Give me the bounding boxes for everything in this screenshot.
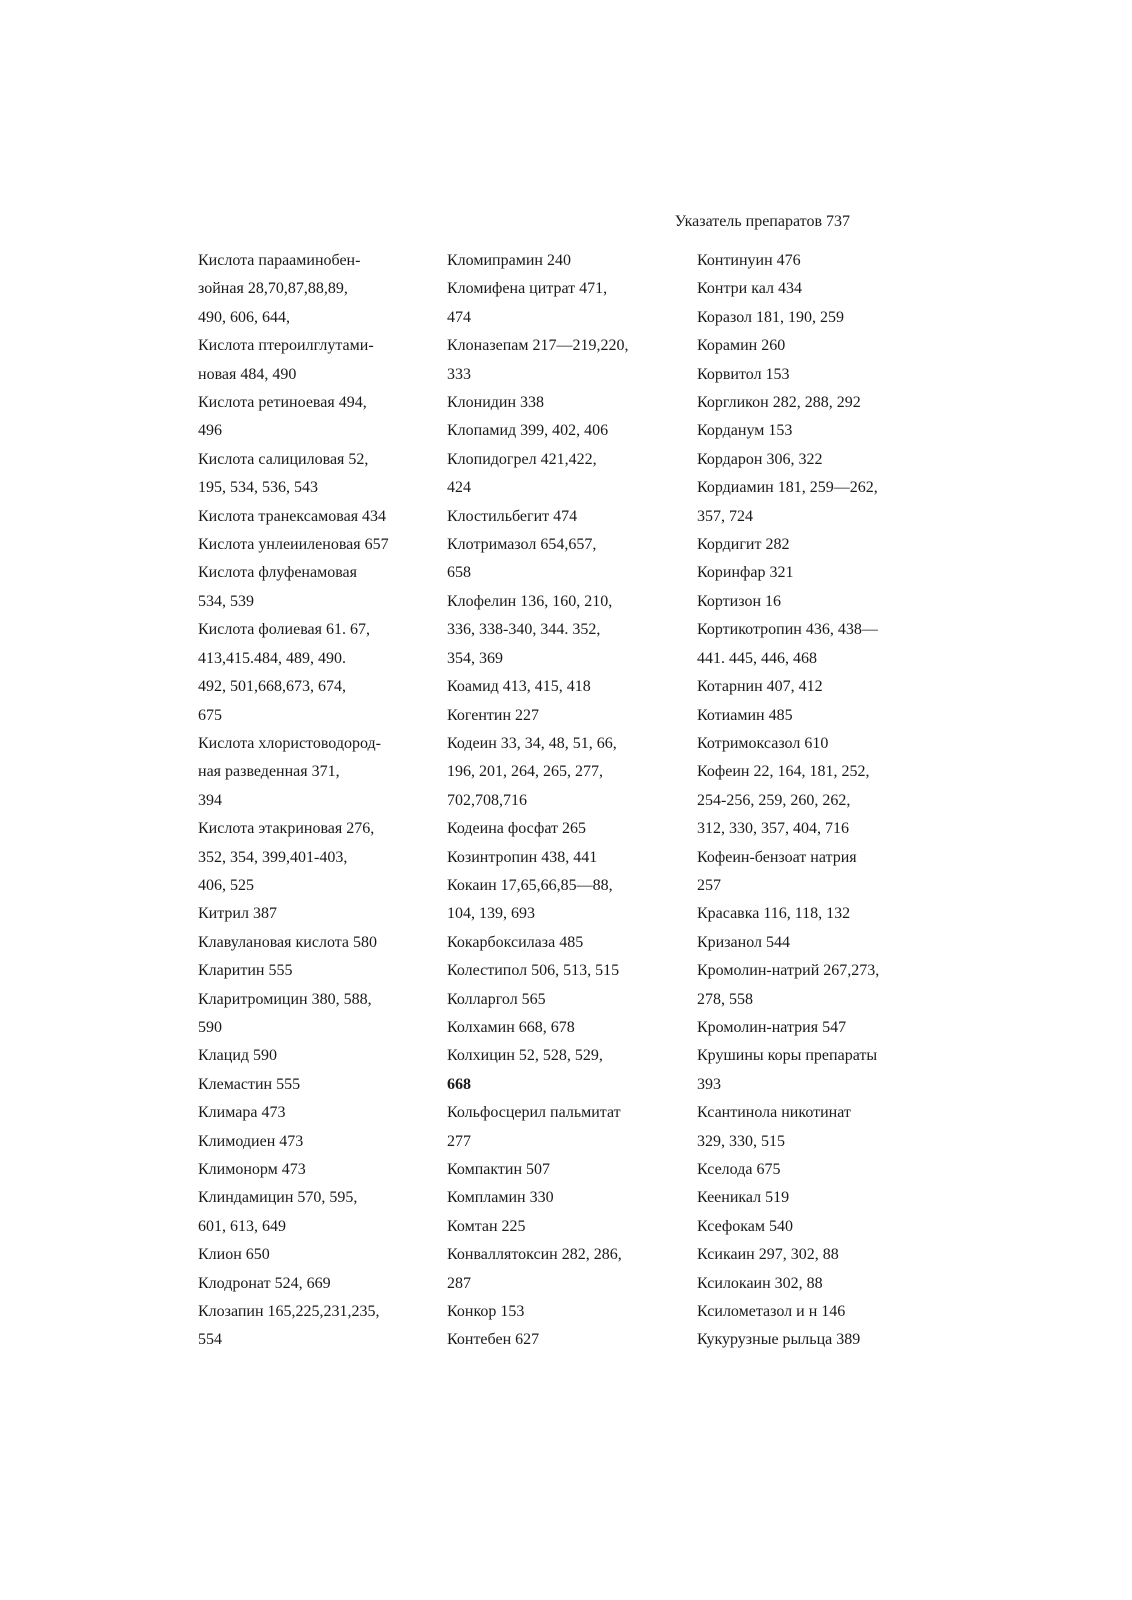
entry-term: Ксикаин 297, 302, 88 xyxy=(697,1246,839,1264)
index-entry xyxy=(198,1042,434,1070)
entry-pages: 254-256, 259, 260, 262, xyxy=(697,791,851,809)
index-entry xyxy=(447,503,687,531)
index-entry xyxy=(697,361,919,389)
entry-term: Клавулановая кислота 580 xyxy=(198,933,378,951)
entry-term: Китрил 387 xyxy=(198,905,277,923)
index-entry xyxy=(697,332,919,360)
index-column-1 xyxy=(198,247,434,1355)
entry-term: Колларгол 565 xyxy=(447,990,546,1008)
entry-pages: 441. 445, 446, 468 xyxy=(697,649,817,667)
index-entry xyxy=(447,702,687,730)
index-entry xyxy=(198,1156,434,1184)
entry-pages: 357, 724 xyxy=(697,507,753,525)
entry-term: Кортизон 16 xyxy=(697,592,782,610)
index-entry xyxy=(697,1014,919,1042)
index-entry xyxy=(198,531,434,559)
entry-term: Конваллятоксин 282, 286, xyxy=(447,1246,622,1264)
entry-pages: 413,415.484, 489, 490. xyxy=(198,649,346,667)
index-entry xyxy=(198,986,434,1043)
entry-term: Котарнин 407, 412 xyxy=(697,678,823,696)
entry-term: Клотримазол 654,657, xyxy=(447,536,597,554)
entry-pages: 104, 139, 693 xyxy=(447,905,535,923)
entry-term: Кромолин-натрий 267,273, xyxy=(697,962,880,980)
entry-term: Кокаин 17,65,66,85—88, xyxy=(447,876,613,894)
index-entry xyxy=(447,1184,687,1212)
entry-term: Корвитол 153 xyxy=(697,365,790,383)
entry-pages: 554 xyxy=(198,1331,222,1349)
index-entry xyxy=(198,1071,434,1099)
entry-pages: 496 xyxy=(198,422,222,440)
entry-pages: ная разведенная 371, xyxy=(198,763,340,781)
entry-term: Кломифена цитрат 471, xyxy=(447,280,608,298)
entry-term: Кислота фолиевая 61. 67, xyxy=(198,621,371,639)
index-entry xyxy=(198,389,434,446)
index-entry xyxy=(447,844,687,872)
index-entry xyxy=(697,844,919,901)
entry-pages: новая 484, 490 xyxy=(198,365,297,383)
entry-term: Когентин 227 xyxy=(447,706,540,724)
index-entry xyxy=(697,1241,919,1269)
entry-term: Колестипол 506, 513, 515 xyxy=(447,962,620,980)
entry-term: Кофеин 22, 164, 181, 252, xyxy=(697,763,870,781)
index-entry xyxy=(447,531,687,588)
entry-pages: 287 xyxy=(447,1274,471,1292)
entry-pages: 196, 201, 264, 265, 277, xyxy=(447,763,603,781)
index-entry xyxy=(697,304,919,332)
entry-term: Коразол 181, 190, 259 xyxy=(697,308,844,326)
entry-term: Корданум 153 xyxy=(697,422,793,440)
entry-term: Кислота транексамовая 434 xyxy=(198,507,387,525)
index-entry xyxy=(198,1128,434,1156)
index-entry xyxy=(697,247,919,275)
index-entry xyxy=(697,275,919,303)
index-entry xyxy=(447,1326,687,1354)
index-entry xyxy=(697,1213,919,1241)
index-entry xyxy=(447,730,687,815)
entry-term: Коамид 413, 415, 418 xyxy=(447,678,591,696)
entry-pages: 675 xyxy=(198,706,222,724)
index-entry xyxy=(447,1213,687,1241)
entry-term: Кордигит 282 xyxy=(697,536,790,554)
entry-pages: 393 xyxy=(697,1075,721,1093)
index-entry xyxy=(447,446,687,503)
entry-term: Клонидин 338 xyxy=(447,394,545,412)
entry-pages: 658 xyxy=(447,564,471,582)
index-entry xyxy=(447,1099,687,1156)
entry-pages: 474 xyxy=(447,308,471,326)
entry-term: Клофелин 136, 160, 210, xyxy=(447,592,613,610)
index-entry xyxy=(697,1099,919,1156)
entry-term: Кортикотропин 436, 438— xyxy=(697,621,878,639)
index-entry xyxy=(198,815,434,900)
index-entry xyxy=(697,702,919,730)
entry-term: Комтан 225 xyxy=(447,1217,526,1235)
entry-term: Кукурузные рыльца 389 xyxy=(697,1331,861,1349)
index-entry xyxy=(198,900,434,928)
index-entry xyxy=(198,446,434,503)
entry-term: Коргликон 282, 288, 292 xyxy=(697,394,861,412)
entry-term: Кселода 675 xyxy=(697,1161,781,1178)
index-entry xyxy=(447,673,687,701)
entry-term: Кордарон 306, 322 xyxy=(697,450,823,468)
entry-term: Кордиамин 181, 259—262, xyxy=(697,479,878,497)
index-entry xyxy=(697,446,919,474)
index-entry xyxy=(697,588,919,616)
entry-term: Конкор 153 xyxy=(447,1303,525,1321)
index-entry xyxy=(697,900,919,928)
entry-pages: 329, 330, 515 xyxy=(697,1132,785,1150)
entry-term: Контебен 627 xyxy=(447,1331,540,1349)
entry-term: Клодронат 524, 669 xyxy=(198,1274,331,1292)
index-entry xyxy=(697,1184,919,1212)
entry-term: Кислота унлеииленовая 657 xyxy=(198,536,389,554)
entry-pages: 534, 539 xyxy=(198,592,254,610)
index-entry xyxy=(198,1184,434,1241)
index-entry xyxy=(697,673,919,701)
entry-term: Коринфар 321 xyxy=(697,564,794,582)
entry-pages: зойная 28,70,87,88,89, xyxy=(198,280,348,298)
entry-pages: 278, 558 xyxy=(697,990,753,1008)
index-entry xyxy=(697,929,919,957)
entry-term: Компламин 330 xyxy=(447,1189,554,1207)
index-entry xyxy=(198,1270,434,1298)
index-entry xyxy=(447,332,687,389)
entry-term: Колхамин 668, 678 xyxy=(447,1018,575,1036)
entry-term: Кризанол 544 xyxy=(697,933,790,951)
entry-term: Клацид 590 xyxy=(198,1047,278,1065)
entry-term: Клоназепам 217—219,220, xyxy=(447,337,629,355)
entry-term: Клемастин 555 xyxy=(198,1075,301,1093)
index-entry xyxy=(697,730,919,758)
entry-term: Континуин 476 xyxy=(697,252,801,269)
entry-term: Контри кал 434 xyxy=(697,280,802,298)
index-entry xyxy=(447,275,687,332)
entry-pages: 277 xyxy=(447,1132,471,1150)
index-entry xyxy=(198,247,434,332)
index-entry xyxy=(697,474,919,531)
index-entry xyxy=(198,957,434,985)
entry-term: Кислота этакриновая 276, xyxy=(198,820,375,838)
entry-pages: 590 xyxy=(198,1018,222,1036)
index-entry xyxy=(697,1042,919,1099)
index-entry xyxy=(198,1241,434,1269)
index-entry xyxy=(447,1014,687,1042)
index-entry xyxy=(697,1270,919,1298)
index-entry xyxy=(447,588,687,673)
entry-pages: 490, 606, 644, xyxy=(198,308,290,326)
index-entry xyxy=(447,1241,687,1298)
entry-pages: 354, 369 xyxy=(447,649,503,667)
entry-term: Клостильбегит 474 xyxy=(447,507,578,525)
index-entry xyxy=(697,957,919,1014)
entry-pages: 601, 613, 649 xyxy=(198,1217,286,1235)
index-entry xyxy=(447,815,687,843)
entry-term: Кодеина фосфат 265 xyxy=(447,820,586,838)
index-entry xyxy=(697,389,919,417)
index-entry xyxy=(697,531,919,559)
entry-pages: 312, 330, 357, 404, 716 xyxy=(697,820,849,838)
index-entry xyxy=(447,1298,687,1326)
entry-term: Кларитромицин 380, 588, xyxy=(198,990,372,1008)
entry-pages: 257 xyxy=(697,876,721,894)
entry-term: Ксилокаин 302, 88 xyxy=(697,1274,823,1292)
entry-term: Климара 473 xyxy=(198,1104,286,1122)
index-entry xyxy=(198,1298,434,1355)
entry-term: Котиамин 485 xyxy=(697,706,793,724)
index-entry xyxy=(447,872,687,929)
index-entry xyxy=(697,1156,919,1184)
index-entry xyxy=(198,332,434,389)
entry-term: Кислота ретиноевая 494, xyxy=(198,394,367,412)
index-entry xyxy=(447,1042,687,1099)
entry-term: Колхицин 52, 528, 529, xyxy=(447,1047,603,1065)
entry-term: Козинтропин 438, 441 xyxy=(447,848,598,866)
entry-pages: 424 xyxy=(447,479,471,497)
entry-pages: 406, 525 xyxy=(198,876,254,894)
entry-term: Клион 650 xyxy=(198,1246,270,1264)
index-entry xyxy=(447,957,687,985)
entry-term: Кларитин 555 xyxy=(198,962,293,980)
entry-term: Кислота птероилглутами- xyxy=(198,337,374,355)
entry-term: Климонорм 473 xyxy=(198,1161,306,1178)
index-column-3 xyxy=(697,247,919,1355)
entry-term: Кислота салициловая 52, xyxy=(198,450,369,468)
index-entry xyxy=(697,559,919,587)
entry-term: Кислота флуфенамовая xyxy=(198,564,358,582)
index-entry xyxy=(447,1156,687,1184)
entry-term: Кислота парааминобен- xyxy=(198,252,361,269)
index-entry xyxy=(697,1326,919,1354)
entry-pages: 333 xyxy=(447,365,471,383)
entry-term: Котримоксазол 610 xyxy=(697,734,829,752)
index-entry xyxy=(447,986,687,1014)
entry-term: Клопамид 399, 402, 406 xyxy=(447,422,609,440)
entry-term: Кромолин-натрия 547 xyxy=(697,1018,847,1036)
entry-term: Клиндамицин 570, 595, xyxy=(198,1189,358,1207)
index-entry xyxy=(697,1298,919,1326)
entry-pages-bold: 668 xyxy=(447,1075,471,1093)
entry-term: Ксантинола никотинат xyxy=(697,1104,851,1122)
entry-pages: 702,708,716 xyxy=(447,791,527,809)
index-entry xyxy=(447,417,687,445)
entry-term: Кломипрамин 240 xyxy=(447,252,571,269)
index-entry xyxy=(447,389,687,417)
entry-term: Красавка 116, 118, 132 xyxy=(697,905,851,923)
entry-pages: 195, 534, 536, 543 xyxy=(198,479,318,497)
entry-pages: 352, 354, 399,401-403, xyxy=(198,848,348,866)
index-entry xyxy=(198,730,434,815)
running-head: Указатель препаратов 737 xyxy=(674,213,850,230)
entry-term: Клозапин 165,225,231,235, xyxy=(198,1303,380,1321)
entry-term: Ксилометазол и н 146 xyxy=(697,1303,846,1321)
entry-term: Кольфосцерил пальмитат xyxy=(447,1104,621,1122)
index-entry xyxy=(697,417,919,445)
entry-term: Компактин 507 xyxy=(447,1161,551,1178)
index-entry xyxy=(697,616,919,673)
entry-term: Кодеин 33, 34, 48, 51, 66, xyxy=(447,734,617,752)
entry-term: Ксефокам 540 xyxy=(697,1217,793,1235)
entry-pages: 492, 501,668,673, 674, xyxy=(198,678,346,696)
index-entry xyxy=(697,758,919,843)
entry-term: Клопидогрел 421,422, xyxy=(447,450,597,468)
index-entry xyxy=(198,1099,434,1127)
index-entry xyxy=(447,929,687,957)
entry-term: Кееникал 519 xyxy=(697,1189,790,1207)
index-entry xyxy=(198,616,434,730)
entry-term: Климодиен 473 xyxy=(198,1132,304,1150)
entry-term: Кислота хлористоводород- xyxy=(198,734,381,752)
entry-term: Корамин 260 xyxy=(697,337,786,355)
entry-term: Крушины коры препараты xyxy=(697,1047,878,1065)
index-column-2 xyxy=(447,247,687,1355)
entry-pages: 394 xyxy=(198,791,222,809)
index-entry xyxy=(198,929,434,957)
index-entry xyxy=(447,247,687,275)
index-entry xyxy=(198,503,434,531)
index-entry xyxy=(198,559,434,616)
entry-pages: 336, 338-340, 344. 352, xyxy=(447,621,601,639)
entry-term: Кокарбоксилаза 485 xyxy=(447,933,584,951)
entry-term: Кофеин-бензоат натрия xyxy=(697,848,857,866)
